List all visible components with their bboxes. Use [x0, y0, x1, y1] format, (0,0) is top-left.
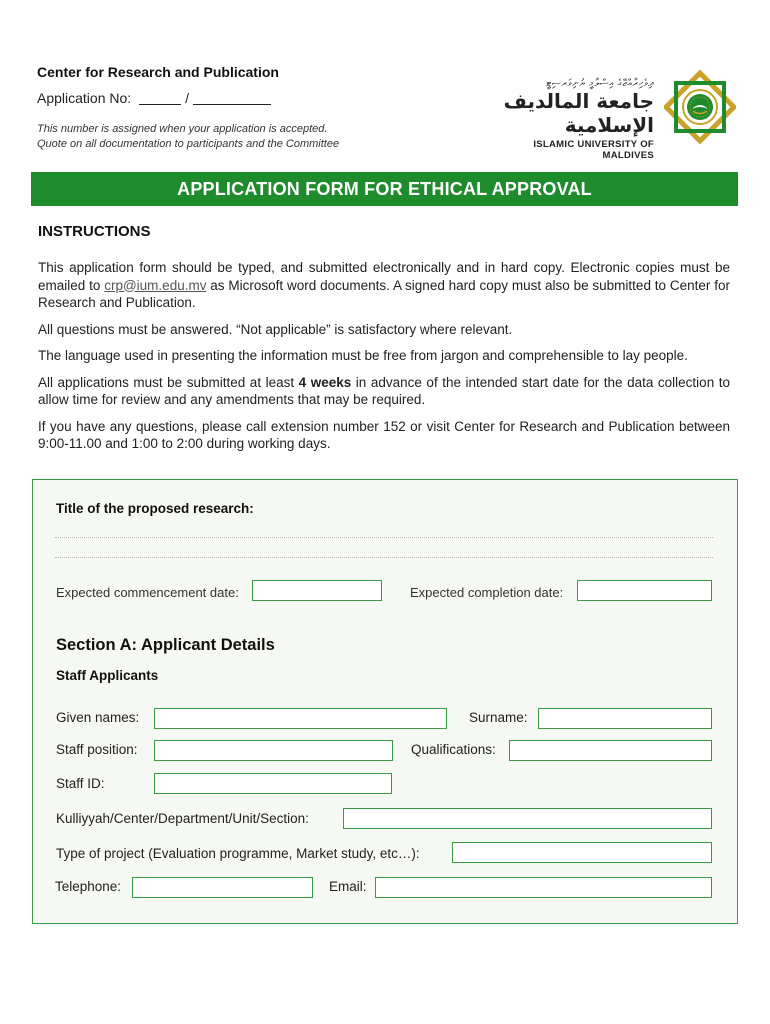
kulliyyah-label: Kulliyyah/Center/Department/Unit/Section:	[56, 811, 309, 826]
application-number-separator: /	[185, 90, 189, 106]
qualifications-label: Qualifications:	[411, 742, 496, 757]
given-names-label: Given names:	[56, 710, 140, 725]
instruction-paragraph-5: If you have any questions, please call extension number 152 or visit Center for Research and Publication between 9:00-11.00 and 1:00 to 2:00 during working days.	[38, 418, 730, 451]
completion-date-field[interactable]	[577, 580, 712, 601]
application-number-note	[37, 122, 339, 152]
kulliyyah-field[interactable]	[343, 808, 712, 829]
staff-position-field[interactable]	[154, 740, 393, 761]
university-emblem-icon	[664, 68, 736, 146]
email-label: Email:	[329, 879, 367, 894]
crp-email-link[interactable]: crp@ium.edu.mv	[104, 277, 207, 293]
logo-arabic-text: جامعة المالديف الإسلامية	[503, 89, 654, 137]
commencement-date-label: Expected commencement date:	[56, 585, 239, 600]
application-form-box	[32, 479, 738, 924]
research-title-label: Title of the proposed research:	[56, 501, 254, 516]
surname-label: Surname:	[469, 710, 528, 725]
staff-id-field[interactable]	[154, 773, 392, 794]
given-names-field[interactable]	[154, 708, 447, 729]
university-logo-text	[489, 78, 654, 161]
logo-thaana-text: ދިވެހިރާއްޖޭގެ އިސްލާމީ ޔުނިވަރސިޓީ	[546, 78, 654, 89]
qualifications-field[interactable]	[509, 740, 712, 761]
application-number-blank-1	[139, 93, 181, 105]
instructions-heading: INSTRUCTIONS	[38, 223, 151, 240]
instruction-paragraph-3: The language used in presenting the information must be free from jargon and comprehensible to lay people.	[38, 348, 688, 363]
form-title-banner: APPLICATION FORM FOR ETHICAL APPROVAL	[31, 172, 738, 206]
instruction-1-text-b: as Microsoft word documents. A signed hard copy must also be submitted to Center for Research and Publication.	[38, 277, 730, 310]
research-title-line-2[interactable]	[55, 557, 713, 558]
section-a-title: Section A: Applicant Details	[56, 636, 275, 654]
instruction-paragraph-4	[38, 374, 730, 409]
project-type-label: Type of project (Evaluation programme, Market study, etc…):	[56, 846, 420, 861]
instruction-paragraph-1	[38, 259, 730, 312]
instructions-section	[38, 223, 730, 462]
instruction-4-text-b: in advance of the intended start date for the data collection to allow time for review and any amendments that may be required.	[38, 374, 730, 407]
application-number-label: Application No:	[37, 90, 132, 106]
note-line-1: This number is assigned when your application is accepted.	[37, 123, 328, 135]
telephone-label: Telephone:	[55, 879, 122, 894]
org-name: Center for Research and Publication	[37, 64, 279, 80]
commencement-date-field[interactable]	[252, 580, 382, 601]
application-number-blank-2	[193, 93, 271, 105]
instruction-4-text-a: All applications must be submitted at least	[38, 374, 299, 390]
instruction-paragraph-2: All questions must be answered. “Not applicable” is satisfactory where relevant.	[38, 321, 513, 337]
project-type-field[interactable]	[452, 842, 712, 863]
instruction-4-bold: 4 weeks	[298, 374, 352, 390]
research-title-line-1[interactable]	[55, 537, 713, 538]
note-line-2: Quote on all documentation to participants and the Committee	[37, 138, 340, 150]
staff-applicants-heading: Staff Applicants	[56, 668, 159, 683]
completion-date-label: Expected completion date:	[410, 585, 564, 600]
header-block	[37, 64, 339, 152]
staff-id-label: Staff ID:	[56, 776, 105, 791]
logo-english-text: ISLAMIC UNIVERSITY OF MALDIVES	[533, 139, 654, 161]
surname-field[interactable]	[538, 708, 712, 729]
instruction-1-text-a: This application form should be typed, and submitted electronically and in hard copy. Electronic copies must be emailed to	[38, 260, 730, 293]
staff-position-label: Staff position:	[56, 742, 138, 757]
email-field[interactable]	[375, 877, 712, 898]
application-number	[37, 90, 339, 106]
telephone-field[interactable]	[132, 877, 313, 898]
